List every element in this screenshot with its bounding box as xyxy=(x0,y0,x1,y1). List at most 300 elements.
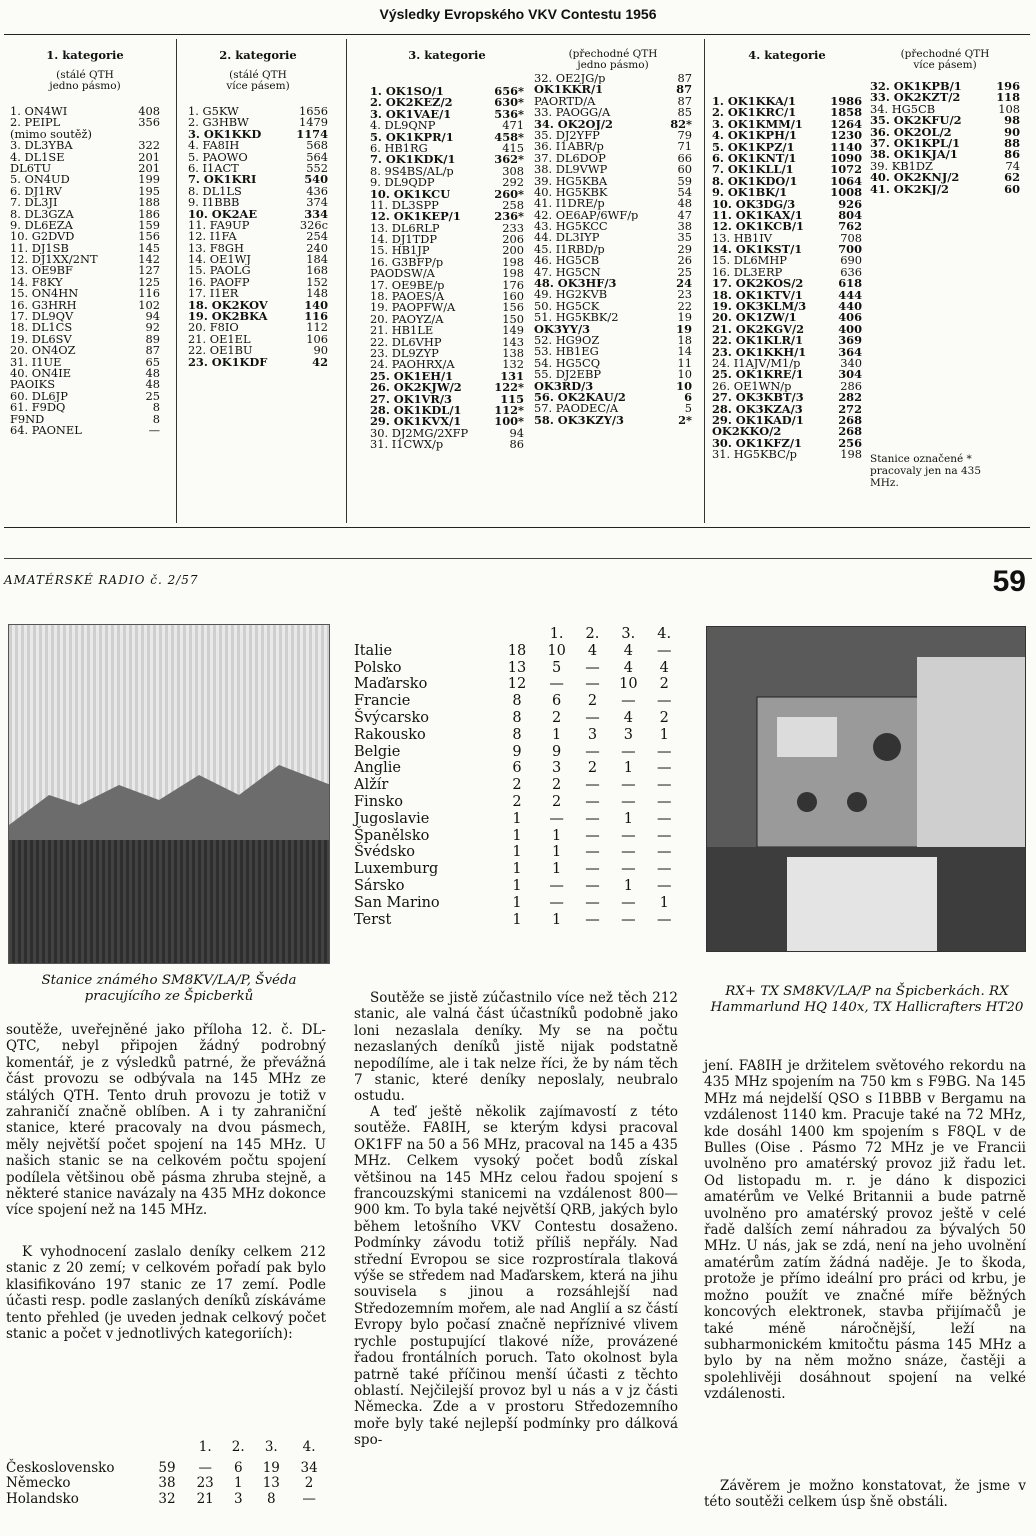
station-callsign: 38. OK1KJA/1 xyxy=(870,149,958,161)
result-row xyxy=(534,412,692,427)
station-callsign: OK2KKO/2 xyxy=(712,426,782,438)
station-score: 47 xyxy=(677,207,692,222)
total-count: 12 xyxy=(507,676,527,693)
table-row xyxy=(354,844,680,861)
result-row xyxy=(370,211,524,222)
station-score: 356 xyxy=(138,115,160,130)
station-callsign: 53. HB1EG xyxy=(534,346,599,358)
station-score: 48 xyxy=(145,365,160,380)
station-callsign: 8. 9S4BS/AL/p xyxy=(370,165,454,178)
station-callsign: 6. HB1RG xyxy=(370,142,428,155)
station-callsign: 12. OK1KCB/1 xyxy=(712,221,804,233)
table-header-row xyxy=(6,1440,328,1455)
category-4-column xyxy=(712,35,862,527)
country-name: Polsko xyxy=(354,659,402,676)
station-score: 87 xyxy=(145,343,160,358)
table-row xyxy=(6,1476,328,1491)
station-callsign: 30. OK1KFZ/1 xyxy=(712,437,802,450)
station-score: 62 xyxy=(1004,170,1020,185)
station-score: 168 xyxy=(306,263,328,278)
category-count: 4 xyxy=(659,659,669,676)
station-score: 1072 xyxy=(830,162,862,177)
result-row xyxy=(534,107,692,118)
station-callsign: 19. OK2BKA xyxy=(188,311,268,323)
station-callsign: 35. DJ2YFP xyxy=(534,129,600,142)
station-score: 564 xyxy=(306,149,328,164)
result-row xyxy=(10,365,160,380)
table-row xyxy=(354,676,680,693)
category-count: 4 xyxy=(587,642,598,659)
country-name: Holandsko xyxy=(6,1490,79,1507)
table-row xyxy=(6,1461,328,1476)
result-row xyxy=(534,255,692,266)
station-callsign: 16. G3BFP/p xyxy=(370,256,444,269)
category-count: — xyxy=(585,659,600,676)
station-callsign: 36. I1ABR/p xyxy=(534,141,604,153)
country-name: Rakousko xyxy=(354,726,426,743)
result-row xyxy=(712,449,862,460)
station-score: 184 xyxy=(306,252,328,267)
station-callsign: 26. OE1WN/p xyxy=(712,380,792,393)
station-score: 364 xyxy=(838,344,862,359)
station-callsign: 14. OE1WJ xyxy=(188,254,251,266)
station-score: 26 xyxy=(677,253,692,268)
result-row xyxy=(534,369,692,380)
result-row xyxy=(870,172,1020,183)
station-score: 116 xyxy=(304,309,328,324)
category-count: 10 xyxy=(619,676,638,693)
station-score: 90 xyxy=(1004,124,1020,139)
total-count: 2 xyxy=(512,793,522,810)
total-count: 9 xyxy=(512,743,522,760)
station-score: 54 xyxy=(677,184,692,199)
station-callsign: 34. HG5CB xyxy=(870,103,936,116)
station-score: 1479 xyxy=(299,115,328,130)
table-row xyxy=(354,693,680,710)
table-row xyxy=(354,660,680,677)
category-count: 2 xyxy=(587,693,598,710)
category-count: — xyxy=(585,793,600,810)
station-callsign: 37. OK1KPL/1 xyxy=(870,137,961,150)
result-row xyxy=(534,184,692,199)
country-table xyxy=(354,626,680,928)
station-callsign: 38. DL9VWP xyxy=(534,164,608,176)
station-score: 74 xyxy=(1005,158,1020,173)
station-callsign: 14. DJ1TDP xyxy=(370,234,438,246)
station-score: 42 xyxy=(312,354,328,369)
column-header: 3. xyxy=(264,1439,278,1455)
category-count: 1 xyxy=(623,877,633,894)
station-callsign: 58. OK3KZY/3 xyxy=(534,414,624,427)
category-count: 5 xyxy=(552,659,562,676)
station-callsign: 35. OK2KFU/2 xyxy=(870,115,962,127)
station-score: 471 xyxy=(502,118,524,133)
category-heading: 1. kategorie xyxy=(46,48,124,62)
category-2-column xyxy=(188,35,328,527)
station-score: 115 xyxy=(500,391,524,406)
category-3-temporary-column xyxy=(534,35,692,527)
table-row xyxy=(354,710,680,727)
station-score: 260* xyxy=(494,186,524,201)
station-score: 24 xyxy=(676,276,692,291)
station-score: 79 xyxy=(677,127,692,142)
station-score: 1264 xyxy=(830,116,862,131)
station-callsign: 50. HG5CK xyxy=(534,300,600,313)
station-score: 256 xyxy=(838,435,862,450)
station-score: 236* xyxy=(494,209,524,224)
result-row xyxy=(370,154,524,165)
station-callsign: 16. G3HRH xyxy=(10,299,77,312)
station-score: 145 xyxy=(138,240,160,255)
station-score: 25 xyxy=(145,388,160,403)
result-row xyxy=(534,141,692,152)
station-score: 176 xyxy=(502,277,524,292)
station-callsign: 20. PAOYZ/A xyxy=(370,313,444,326)
station-callsign: 44. DL3IYP xyxy=(534,232,600,244)
station-callsign: 20. ON4OZ xyxy=(10,345,76,357)
station-callsign: 3. OK1VAE/1 xyxy=(370,108,452,121)
page-title: Výsledky Evropského VKV Contestu 1956 xyxy=(379,6,657,22)
category-count: — xyxy=(656,877,672,894)
station-score: 195 xyxy=(138,183,160,198)
result-row xyxy=(534,207,692,222)
station-callsign: 41. I1DRE/p xyxy=(534,198,605,210)
country-name: Belgie xyxy=(354,743,401,760)
station-score: 233 xyxy=(502,220,524,235)
table-row xyxy=(354,727,680,744)
category-count: — xyxy=(621,693,636,710)
category-count: 23 xyxy=(196,1475,214,1492)
result-row xyxy=(534,116,692,131)
station-score: 618 xyxy=(838,276,862,291)
result-row xyxy=(534,173,692,188)
category-count: — xyxy=(656,693,672,710)
total-count: 8 xyxy=(512,709,522,726)
table-row xyxy=(354,878,680,895)
total-count: 1 xyxy=(512,810,522,827)
station-callsign: 33. OK2KZT/2 xyxy=(870,92,961,104)
station-callsign: 33. PAOGG/A xyxy=(534,107,611,119)
station-score: 160 xyxy=(502,289,524,304)
category-1-column xyxy=(10,35,160,527)
station-callsign: 2. OK2KEZ/2 xyxy=(370,97,453,109)
station-score: 708 xyxy=(840,230,862,245)
station-callsign: 46. HG5CB xyxy=(534,255,600,267)
result-row xyxy=(10,331,160,346)
station-callsign: 12. OK1KEP/1 xyxy=(370,211,461,223)
station-score: 272 xyxy=(838,401,862,416)
category-count: 1 xyxy=(659,894,669,911)
category-count: — xyxy=(585,743,600,760)
station-callsign: 8. DL3GZA xyxy=(10,208,74,220)
station-callsign: 13. HB1IV xyxy=(712,232,773,245)
result-row xyxy=(370,254,524,269)
country-table-continued xyxy=(6,1440,328,1507)
footnote: Stanice označené * pracovaly jen na 435 MHz. xyxy=(870,452,981,489)
station-callsign: F9ND xyxy=(10,413,45,425)
total-count: 1 xyxy=(512,911,522,928)
category-count: — xyxy=(621,861,636,878)
result-row xyxy=(370,106,524,121)
station-score: 11 xyxy=(677,355,692,370)
category-3-column xyxy=(370,35,524,527)
result-row xyxy=(534,221,692,232)
station-callsign: 60. DL6JP xyxy=(10,390,68,403)
station-score: 5 xyxy=(684,401,692,416)
category-heading: 3. kategorie xyxy=(408,48,486,62)
result-row xyxy=(870,115,1020,126)
station-callsign: 9. DL9QDP xyxy=(370,177,435,189)
station-score: 125 xyxy=(138,274,160,289)
station-callsign: 1. G5KW xyxy=(188,106,239,118)
country-name: Francie xyxy=(354,693,411,710)
result-row xyxy=(188,331,328,346)
station-score: 138 xyxy=(502,345,524,360)
station-score: 200 xyxy=(502,243,524,258)
category-count: — xyxy=(656,760,672,777)
category-count: — xyxy=(656,810,672,827)
category-subheading: (přechodné QTH xyxy=(900,48,990,60)
category-count: — xyxy=(656,793,672,810)
result-row xyxy=(370,325,524,336)
category-count: — xyxy=(585,709,600,726)
table-row xyxy=(354,760,680,777)
station-score: 254 xyxy=(306,229,328,244)
category-subheading: více pásem) xyxy=(226,80,290,92)
station-score: 48 xyxy=(145,377,160,392)
country-name: Československo xyxy=(6,1460,115,1477)
category-count: — xyxy=(585,911,600,928)
station-score: 286 xyxy=(840,378,862,393)
station-callsign: 31. HG5KBC/p xyxy=(712,449,797,461)
category-count: 2 xyxy=(659,709,669,726)
station-score: 143 xyxy=(502,334,524,349)
station-callsign: 15. HB1JP xyxy=(370,245,430,257)
station-callsign: 11. FA9UP xyxy=(188,219,250,232)
station-score: 362* xyxy=(494,152,524,167)
station-callsign: 21. OK2KGV/2 xyxy=(712,323,805,336)
station-callsign: 32. OK1KPB/1 xyxy=(870,81,962,93)
result-row xyxy=(534,93,692,108)
category-count: — xyxy=(585,777,600,794)
body-paragraph: jení. FA8IH je držitelem světového rekordu na 435 MHz spojením na 750 km s F9BG. Na 145 MHz má nejdelší QSO s I1BBB v Bergamu na vzdálenost 1140 km. Pracuje také na 72 MHz, kde dosáhl 1400 km spojením s F8QL v de Bulles (Oise . Pásmo 72 MHz je ve Francii uvolněno pro amatérský provoz již řadu let. Od listopadu m. r. je dáno k dispozici amatérům ve Velké Britannii a bude patrně uvolněno pro amatérský provoz ještě v celé řadě dalších zemí náhradou za bývalých 50 MHz. U nás, jak se zdá, není na jeho uvolnění amatérům zatím žádná naděje. Je to škoda, protože je přímo ideální pro práci od krbu, je možno použít ve značné míře běžných koncových elektronek, stavba přijímačů je také méně náročnější, leží na subharmonickém kmitočtu pásma 145 MHz a bylo by na něm možno snáze, častěji a spolehlivěji dosáhnout spojení na velké vzdálenosti. xyxy=(704,1058,1026,1403)
body-paragraph: Soutěže se jistě zúčastnilo více než těch 212 stanic, ale valná část účastníků podobně jako loni nezaslala deníky. My se na počtu nezaslaných deníků jistě nijak podstatně nepodílíme, ale i tak nelze říci, že by nám těch 7 stanic, které deníky neposlaly, neubralo ostudu. xyxy=(354,990,678,1105)
category-count: — xyxy=(585,894,600,911)
result-row xyxy=(370,163,524,178)
result-row xyxy=(370,311,524,326)
station-callsign: 5. OK1KPR/1 xyxy=(370,131,454,143)
result-row xyxy=(534,355,692,370)
result-row xyxy=(370,268,524,279)
station-score: 6 xyxy=(684,389,692,404)
station-callsign: 9. DL6EZA xyxy=(10,219,73,232)
station-callsign: (mimo soutěž) xyxy=(10,128,92,141)
station-callsign: 8. DL1LS xyxy=(188,185,242,198)
station-callsign: 36. OK2OL/2 xyxy=(870,126,952,138)
country-name: Švýcarsko xyxy=(354,709,429,726)
result-row xyxy=(534,127,692,142)
result-row xyxy=(534,298,692,313)
station-callsign: 6. DJ1RV xyxy=(10,185,62,198)
station-callsign: DL6TU xyxy=(10,162,52,175)
station-score: 100* xyxy=(494,414,524,429)
station-callsign: 3. OK1KMM/1 xyxy=(712,118,803,131)
station-callsign: 12. DJ1XX/2NT xyxy=(10,254,98,266)
station-score: 198 xyxy=(502,266,524,281)
station-callsign: 31. I1CWX/p xyxy=(370,439,444,451)
station-callsign: 34. OK2OJ/2 xyxy=(534,118,613,130)
station-score: 112 xyxy=(306,320,328,335)
station-callsign: 26. OK2KJW/2 xyxy=(370,382,462,394)
station-callsign: 45. I1RBD/p xyxy=(534,243,605,256)
result-row xyxy=(370,129,524,144)
station-score: 926 xyxy=(838,196,862,211)
station-score: 10 xyxy=(676,378,692,393)
category-count: — xyxy=(621,844,636,861)
total-count: 13 xyxy=(507,659,527,676)
result-row xyxy=(10,379,160,390)
station-callsign: 9. OK1BK/1 xyxy=(712,187,788,199)
station-score: 199 xyxy=(138,172,160,187)
station-score: 415 xyxy=(502,140,524,155)
station-callsign: 6. OK1KNT/1 xyxy=(712,152,797,165)
station-score: 1656 xyxy=(299,104,328,118)
station-callsign: 29. OK1KAD/1 xyxy=(712,414,804,427)
country-name: Španělsko xyxy=(354,827,430,844)
station-score: 630* xyxy=(494,95,524,110)
station-score: 132 xyxy=(502,357,524,372)
station-callsign: 51. HG5KBK/2 xyxy=(534,312,619,324)
station-callsign: 20. F8IO xyxy=(188,322,239,334)
station-score: 14 xyxy=(677,344,692,359)
station-score: 1140 xyxy=(830,139,862,154)
result-row xyxy=(534,150,692,165)
station-score: 29 xyxy=(677,241,692,256)
station-score: 240 xyxy=(306,240,328,255)
category-count: 1 xyxy=(659,726,669,743)
station-callsign: 23. OK1KDF xyxy=(188,356,268,368)
category-count: — xyxy=(621,827,636,844)
result-row xyxy=(370,277,524,292)
table-row xyxy=(354,895,680,912)
station-callsign: 6. I1ACT xyxy=(188,162,239,175)
station-callsign: 3. OK1KKD xyxy=(188,128,262,141)
column-header: 4. xyxy=(657,626,672,642)
category-subheading: (stálé QTH xyxy=(56,69,114,81)
body-paragraph: soutěže, uveřejněné jako příloha 12. č. DL-QTC, nebyl připojen žádný podrobný komentář, je z výsledků patrné, že převážná část provozu se odbývala na 145 MHz ze stálých QTH. Tento druh provozu je totiž v zahraničí značně oblíben. A i ty zahraniční stanice, které pracovaly na dvou pásmech, měly největší počet spojení na 145 MHz. U našich stanic se na celkovém počtu spojení podílela většinou obě pásma zhruba stejně, a některé stanice navázaly na 435 MHz dokonce více spojení než na 145 MHz. xyxy=(6,1022,326,1219)
station-callsign: 10. OK1KCU xyxy=(370,188,451,200)
station-callsign: 27. OK1VR/3 xyxy=(370,393,452,405)
station-callsign: 20. OK1ZW/1 xyxy=(712,312,797,324)
station-score: 186 xyxy=(138,206,160,221)
station-callsign: 31. I1UE xyxy=(10,356,62,368)
table-row xyxy=(354,861,680,878)
category-count: — xyxy=(585,827,600,844)
result-row xyxy=(534,84,692,95)
station-score: 201 xyxy=(138,160,160,175)
station-callsign: 4. OK1KPH/1 xyxy=(712,130,797,142)
category-count: 1 xyxy=(623,760,633,777)
category-count: — xyxy=(656,911,672,928)
category-count: 3 xyxy=(552,760,562,777)
station-callsign: 4. DL9QNP xyxy=(370,120,436,132)
result-row xyxy=(370,439,524,450)
category-count: 2 xyxy=(552,709,562,726)
station-callsign: 7. OK1KLL/1 xyxy=(712,164,794,176)
station-callsign: 7. OK1KDK/1 xyxy=(370,154,456,166)
category-count: 2 xyxy=(304,1475,314,1492)
result-row xyxy=(370,245,524,256)
station-callsign: 22. OK1KLR/1 xyxy=(712,335,803,347)
category-count: — xyxy=(656,642,672,659)
category-count: 34 xyxy=(300,1460,318,1477)
category-subheading: jedno pásmo) xyxy=(577,59,649,71)
column-header: 2. xyxy=(585,626,600,642)
station-callsign: 47. HG5CN xyxy=(534,266,601,279)
station-callsign: 52. HG9OZ xyxy=(534,334,600,347)
category-count: 10 xyxy=(547,642,566,659)
station-callsign: 28. OK1KDL/1 xyxy=(370,404,462,417)
column-divider xyxy=(176,39,177,523)
station-callsign: 40. HG5KBK xyxy=(534,186,608,199)
station-score: 60 xyxy=(677,162,692,177)
station-score: 1986 xyxy=(830,94,862,108)
station-score: 369 xyxy=(838,333,862,348)
station-callsign: 54. HG5CQ xyxy=(534,357,601,370)
station-callsign: 17. OE9BE/p xyxy=(370,279,445,292)
station-score: 268 xyxy=(838,424,862,439)
station-callsign: PAOIKS xyxy=(10,379,55,391)
station-score: 408 xyxy=(138,104,160,118)
station-score: 94 xyxy=(145,309,160,324)
station-score: 87 xyxy=(677,93,692,108)
station-callsign: 10. OK2AE xyxy=(188,208,258,220)
magazine-name: AMATÉRSKÉ RADIO č. 2/57 xyxy=(4,573,199,587)
table-row xyxy=(354,912,680,929)
station-callsign: 4. DL1SE xyxy=(10,151,65,163)
result-row xyxy=(370,425,524,440)
column-header: 1. xyxy=(198,1439,212,1455)
station-score: 152 xyxy=(306,274,328,289)
category-count: — xyxy=(621,743,636,760)
station-callsign: 13. OE9BF xyxy=(10,265,73,277)
station-score: 90 xyxy=(313,343,328,358)
result-row xyxy=(534,403,692,414)
result-row xyxy=(870,149,1020,160)
station-callsign: 18. DL1CS xyxy=(10,322,73,334)
category-count: — xyxy=(549,810,564,827)
station-callsign: 49. HG2KVB xyxy=(534,289,608,301)
station-callsign: 61. F9DQ xyxy=(10,402,66,414)
column-header: 3. xyxy=(621,626,636,642)
column-divider xyxy=(704,39,705,523)
station-score: 636 xyxy=(840,264,862,279)
category-count: 4 xyxy=(623,659,633,676)
station-score: 131 xyxy=(500,368,524,383)
category-count: — xyxy=(585,844,600,861)
result-row xyxy=(370,345,524,360)
station-score: — xyxy=(148,422,160,437)
category-count: — xyxy=(198,1460,212,1477)
station-callsign: 16. DL3ERP xyxy=(712,266,783,279)
category-count: — xyxy=(621,777,636,794)
result-row xyxy=(534,198,692,209)
category-4-temporary-column xyxy=(870,35,1020,527)
station-callsign: 7. DL3JI xyxy=(10,197,58,209)
category-count: — xyxy=(302,1490,316,1507)
station-score: 108 xyxy=(998,101,1020,116)
result-row xyxy=(10,388,160,403)
